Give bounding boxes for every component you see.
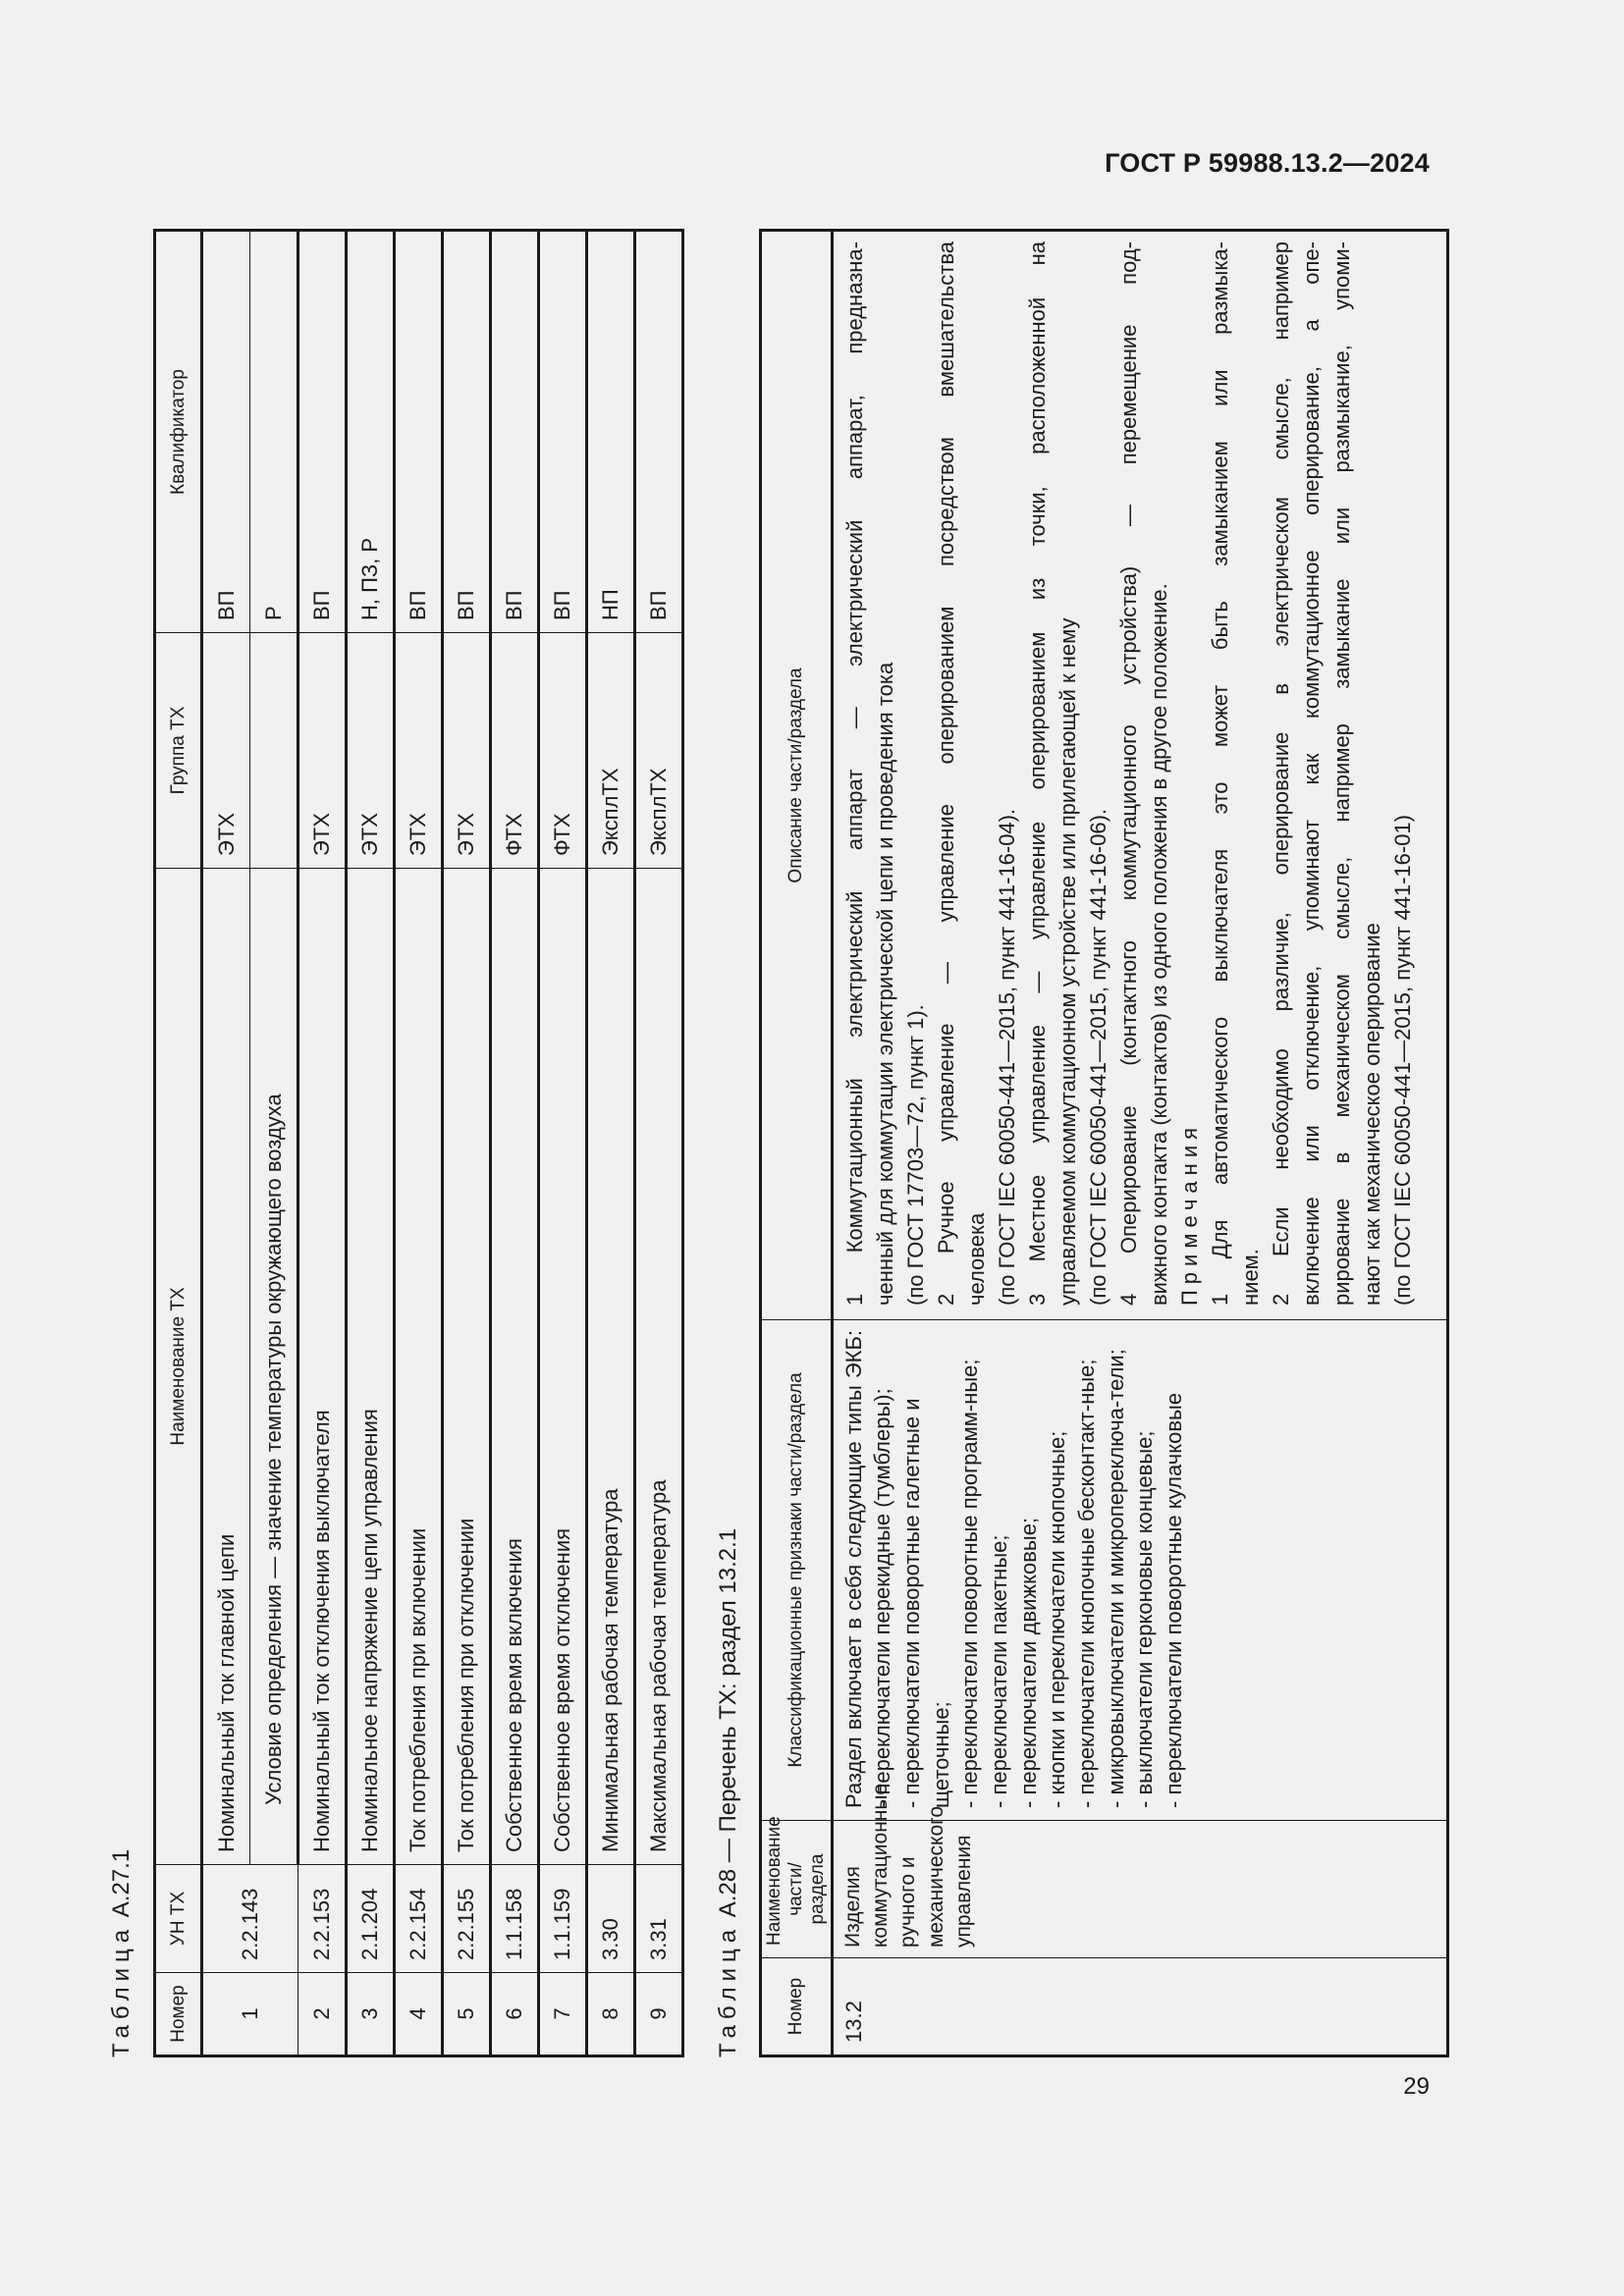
description-line: (по ГОСТ IEC 60050-441—2015, пункт 441-16-04). xyxy=(994,808,1019,1306)
notes-heading: Примечания xyxy=(1176,1121,1202,1306)
cell-name: Номинальное напряжение цепи управления xyxy=(347,869,395,1865)
description-line: человека xyxy=(963,1212,989,1306)
description-line: (по ГОСТ IEC 60050-441—2015, пункт 441-16-06). xyxy=(1085,808,1110,1306)
cell-un: 1.1.159 xyxy=(539,1865,587,1973)
cell-un: 2.2.155 xyxy=(443,1865,491,1973)
cell-qualifier: ВП xyxy=(202,231,250,633)
cell-qualifier: ВП xyxy=(395,231,443,633)
cell-name: Условие определения — значение температуры окружающего воздуха xyxy=(250,869,298,1865)
table-header-row xyxy=(155,231,202,2056)
cell-group: ФТХ xyxy=(491,633,539,869)
feature-line: - переключатели кнопочные бесконтакт-ные; xyxy=(1074,1359,1100,1808)
cell-group xyxy=(250,633,298,869)
description-line: управляемом коммутационном устройстве или прилегающей к нему xyxy=(1055,617,1080,1306)
description-line: (по ГОСТ IEC 60050-441—2015, пункт 441-16-01) xyxy=(1389,815,1415,1306)
cell-qualifier: Н, ПЗ, Р xyxy=(347,231,395,633)
description-line: нают как механическое оперирование xyxy=(1359,923,1384,1306)
cell-number: 1 xyxy=(202,1973,298,2056)
col-header-part-name: Наименование части/раздела xyxy=(761,1821,833,1958)
cell-qualifier: ВП xyxy=(298,231,347,633)
feature-line: - кнопки и переключатели кнопочные; xyxy=(1045,1430,1070,1808)
table-a28-caption: Таблица А.28 — Перечень ТХ: раздел 13.2.1 xyxy=(715,1527,741,2057)
cell-number: 9 xyxy=(635,1973,683,2056)
description-line: 1 Для автоматического выключателя это может быть замыканием или размыка- xyxy=(1207,241,1232,1306)
feature-line: - переключатели поворотные кулачковые xyxy=(1162,1392,1187,1808)
table-row xyxy=(395,231,443,2056)
table-row xyxy=(298,231,347,2056)
feature-line: - выключатели герконовые концевые; xyxy=(1132,1430,1158,1808)
table-row xyxy=(491,231,539,2056)
cell-group: ЭТХ xyxy=(443,633,491,869)
description-line: рирование в механическом смысле, например замыкание или размыкание, упоми- xyxy=(1328,241,1354,1306)
col-header-number: Номер xyxy=(155,1973,202,2056)
col-header-features: Классификационные признаки части/раздела xyxy=(761,1320,833,1821)
cell-un: 3.30 xyxy=(587,1865,635,1973)
cell-name: Ток потребления при включении xyxy=(395,869,443,1865)
description-line: 2 Ручное управление — управление оперированием посредством вмешательства xyxy=(933,241,958,1306)
feature-line: Раздел включает в себя следующие типы ЭКБ: xyxy=(840,1330,866,1808)
table-row xyxy=(587,231,635,2056)
col-header-number: Номер xyxy=(761,1958,833,2056)
feature-line: - переключатели перекидные (тумблеры); xyxy=(870,1388,895,1808)
cell-group: ЭТХ xyxy=(298,633,347,869)
document-id: ГОСТ Р 59988.13.2—2024 xyxy=(1105,148,1430,178)
description-line: 1 Коммутационный электрический аппарат — электрический аппарат, предназна- xyxy=(841,241,867,1306)
cell-features xyxy=(832,1320,1447,1821)
cell-un: 1.1.158 xyxy=(491,1865,539,1973)
table-row xyxy=(443,231,491,2056)
col-header-un: УН ТХ xyxy=(155,1865,202,1973)
cell-qualifier: ВП xyxy=(491,231,539,633)
cell-qualifier: ВП xyxy=(635,231,683,633)
table-row xyxy=(202,231,250,2056)
cell-name: Номинальный ток главной цепи xyxy=(202,869,250,1865)
cell-number: 3 xyxy=(347,1973,395,2056)
cell-group: ЭксплТХ xyxy=(635,633,683,869)
description-line: (по ГОСТ 17703—72, пункт 1). xyxy=(902,1004,928,1306)
description-line: нием. xyxy=(1237,1249,1263,1306)
table-row xyxy=(347,231,395,2056)
cell-qualifier: ВП xyxy=(539,231,587,633)
cell-name: Максимальная рабочая температура xyxy=(635,869,683,1865)
col-header-group: Группа ТХ xyxy=(155,633,202,869)
cell-number: 13.2 xyxy=(832,1958,1447,2056)
col-header-name: Наименование ТХ xyxy=(155,869,202,1865)
cell-number: 5 xyxy=(443,1973,491,2056)
cell-qualifier: ВП xyxy=(443,231,491,633)
description-line: ченный для коммутации электрической цепи и проведения тока xyxy=(872,662,897,1306)
cell-group: ЭТХ xyxy=(395,633,443,869)
cell-un: 2.2.143 xyxy=(202,1865,298,1973)
feature-line: - переключатели поворотные галетные и щеточные; xyxy=(898,1398,953,1808)
cell-description xyxy=(832,231,1447,1320)
cell-name: Минимальная рабочая температура xyxy=(587,869,635,1865)
table-row xyxy=(539,231,587,2056)
cell-qualifier: Р xyxy=(250,231,298,633)
cell-un: 2.2.153 xyxy=(298,1865,347,1973)
cell-group: ЭТХ xyxy=(202,633,250,869)
feature-line: - микровыключатели и микропереключа-тели; xyxy=(1103,1349,1128,1808)
cell-un: 3.31 xyxy=(635,1865,683,1973)
rotated-page-content xyxy=(108,232,1439,2057)
page-number: 29 xyxy=(1403,2073,1430,2100)
table-row xyxy=(635,231,683,2056)
col-header-description: Описание части/раздела xyxy=(761,231,833,1320)
table-a27 xyxy=(153,229,684,2057)
cell-number: 4 xyxy=(395,1973,443,2056)
description-line: 2 Если необходимо различие, оперирование в электрическом смысле, например xyxy=(1268,241,1293,1306)
feature-line: - переключатели движковые; xyxy=(1015,1517,1041,1808)
col-header-qualifier: Квалификатор xyxy=(155,231,202,633)
cell-group: ЭТХ xyxy=(347,633,395,869)
table-a28 xyxy=(759,229,1449,2057)
table-a27-caption: Таблица А.27.1 xyxy=(108,1848,135,2057)
table-row xyxy=(250,231,298,2056)
feature-line: - переключатели пакетные; xyxy=(986,1534,1011,1808)
cell-un: 2.1.204 xyxy=(347,1865,395,1973)
table-header-row xyxy=(761,231,833,2056)
cell-un: 2.2.154 xyxy=(395,1865,443,1973)
cell-number: 6 xyxy=(491,1973,539,2056)
cell-group: ФТХ xyxy=(539,633,587,869)
cell-name: Собственное время включения xyxy=(491,869,539,1865)
description-line: 4 Оперирование (контактного коммутационного устройства) — перемещение под- xyxy=(1115,241,1141,1306)
description-line: 3 Местное управление — управление оперированием из точки, расположенной на xyxy=(1024,241,1050,1306)
cell-name: Ток потребления при отключении xyxy=(443,869,491,1865)
feature-line: - переключатели поворотные программ-ные; xyxy=(957,1359,983,1808)
table-row xyxy=(832,231,1447,2056)
cell-part-name: Изделия коммутационные ручного и механического управления xyxy=(832,1821,1447,1958)
description-line: вижного контакта (контактов) из одного положения в другое положение. xyxy=(1146,583,1171,1306)
cell-qualifier: НП xyxy=(587,231,635,633)
cell-number: 2 xyxy=(298,1973,347,2056)
cell-name: Номинальный ток отключения выключателя xyxy=(298,869,347,1865)
cell-group: ЭксплТХ xyxy=(587,633,635,869)
cell-name: Собственное время отключения xyxy=(539,869,587,1865)
cell-number: 8 xyxy=(587,1973,635,2056)
description-line: включение или отключение, упоминают как коммутационное оперирование, а опе- xyxy=(1298,241,1324,1306)
cell-number: 7 xyxy=(539,1973,587,2056)
